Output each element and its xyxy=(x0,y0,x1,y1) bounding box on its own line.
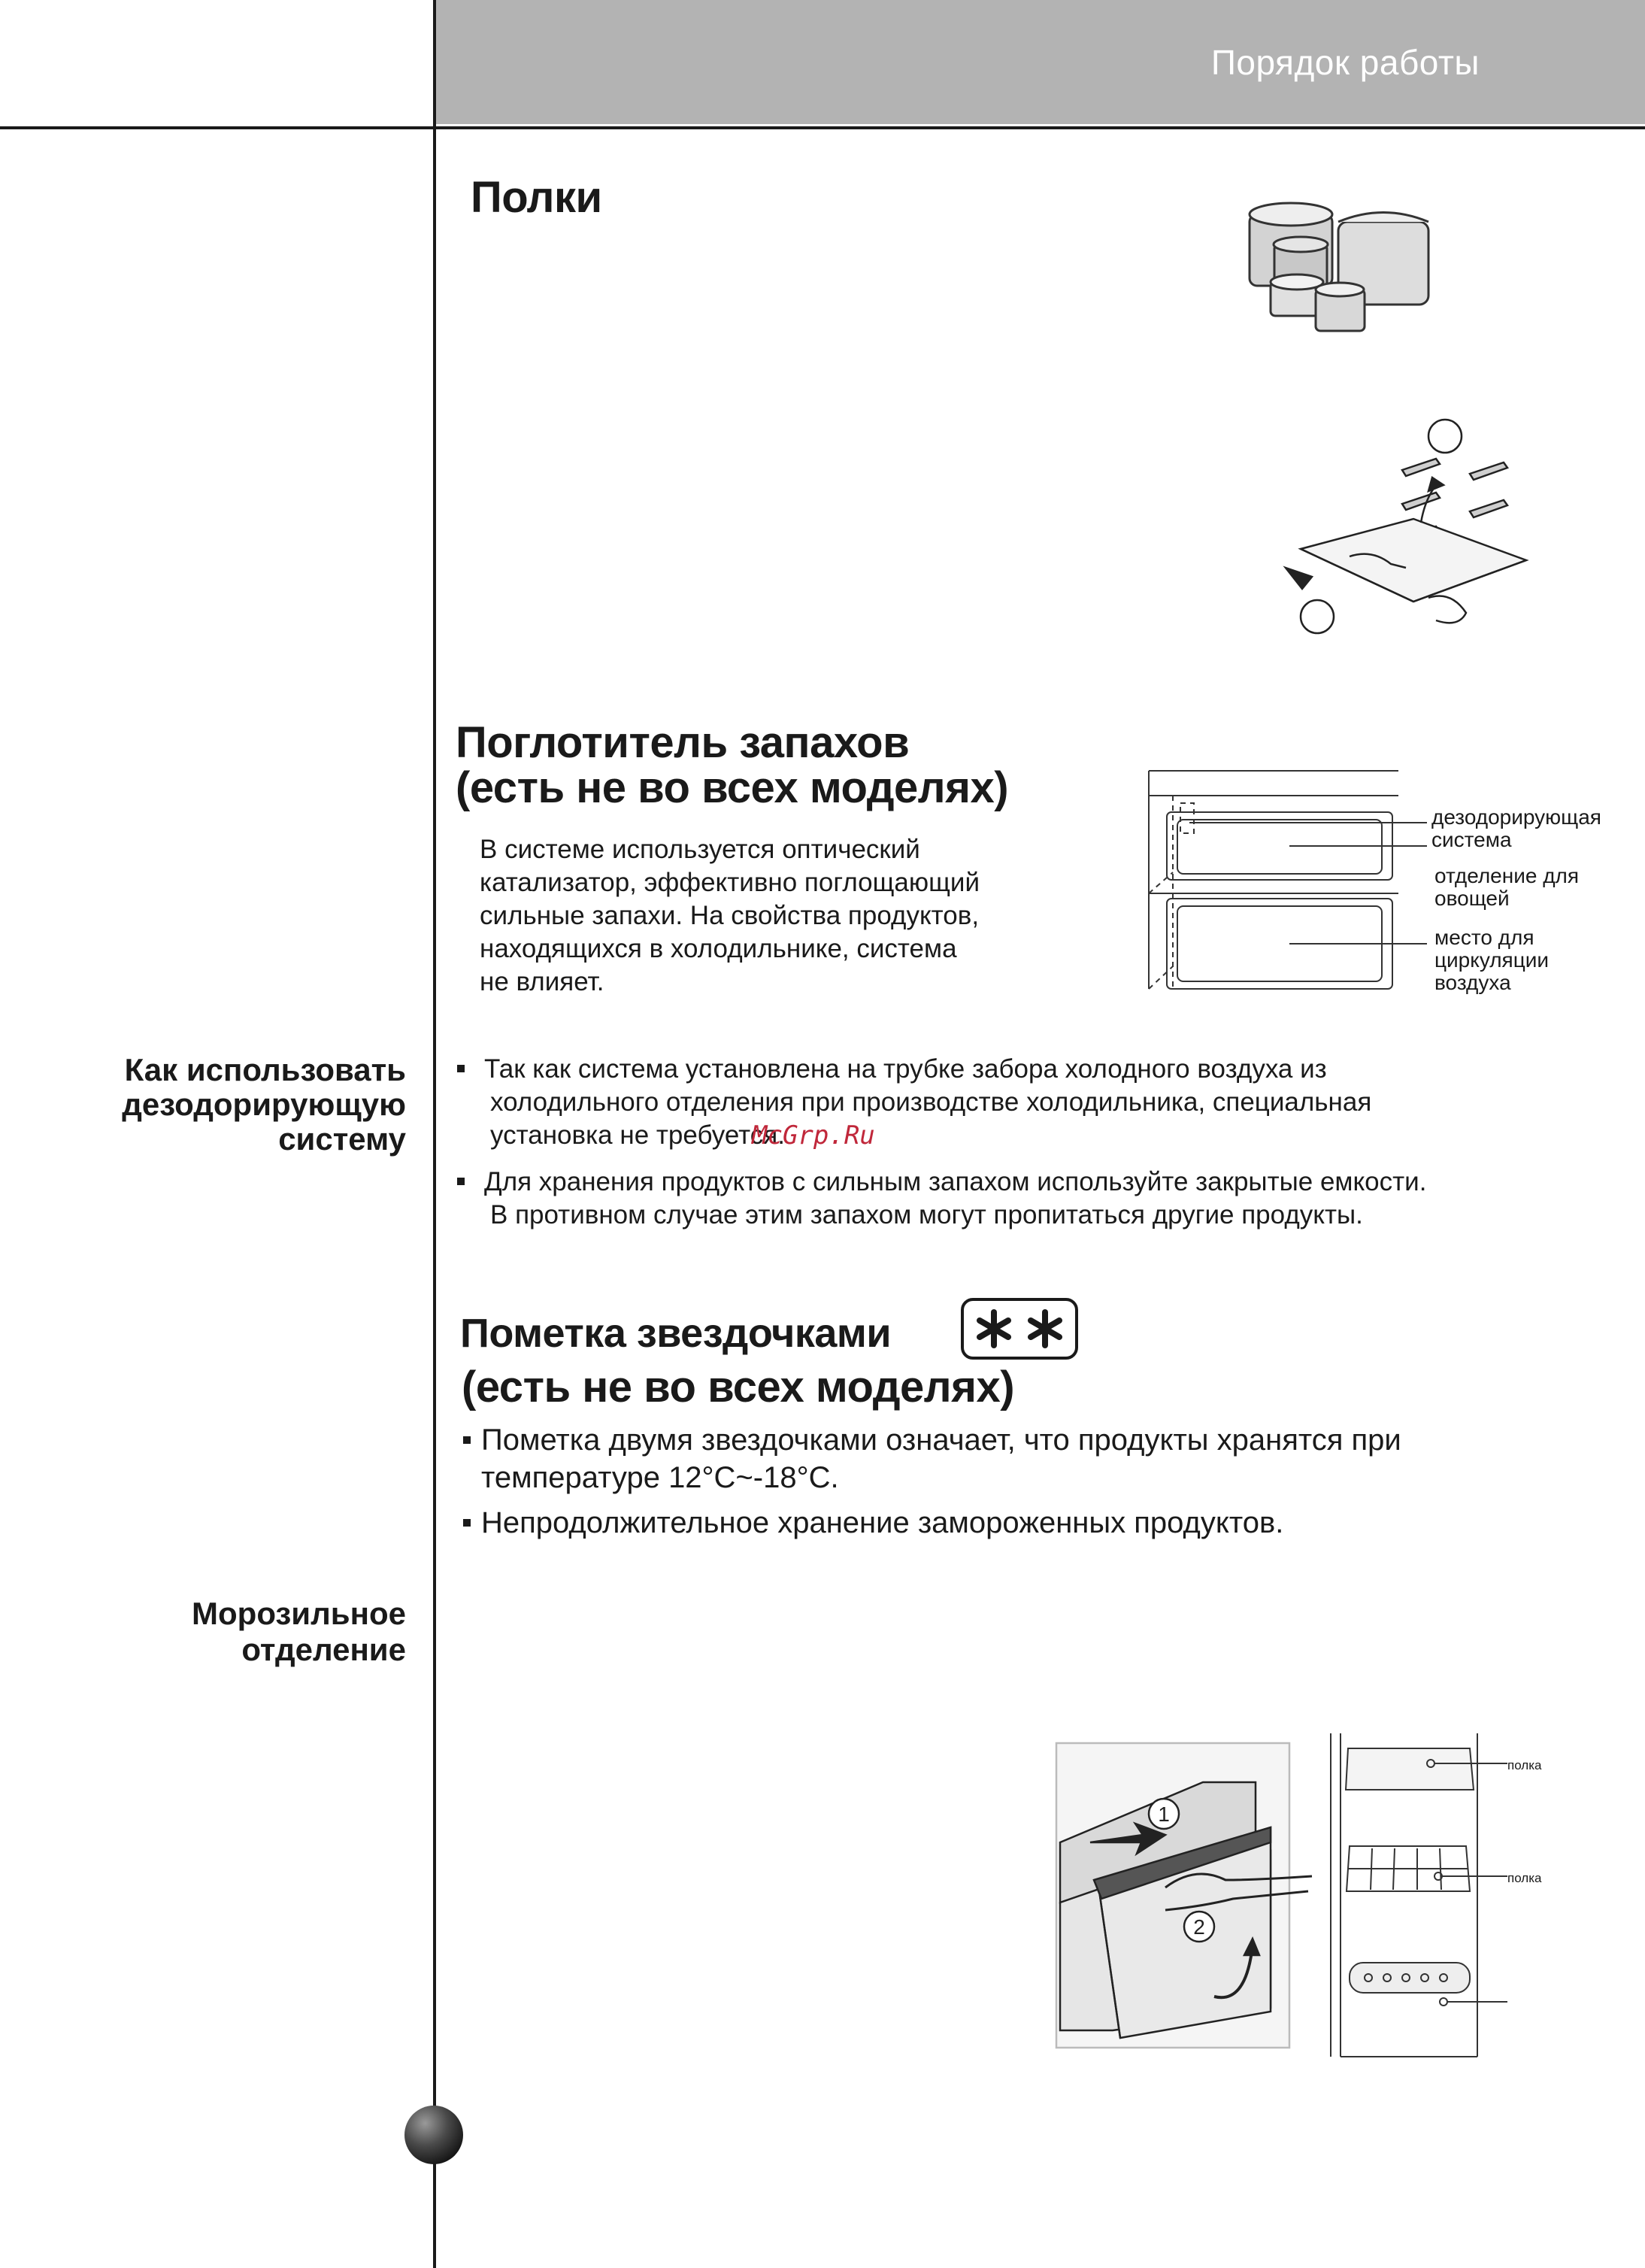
freezer-shelves-illustration xyxy=(1327,1730,1507,2060)
containers-illustration xyxy=(1241,192,1444,342)
howto-side-title-line: дезодорирующую xyxy=(122,1087,406,1122)
label-deodorizer-line: система xyxy=(1431,828,1512,851)
odor-description-line: не влияет. xyxy=(480,967,604,996)
odor-description xyxy=(480,833,980,999)
stars-bullet-2-line: Непродолжительное хранение замороженных продуктов. xyxy=(481,1506,1284,1539)
label-vegetables xyxy=(1434,865,1579,910)
margin-divider xyxy=(433,0,436,2268)
odor-description-line: находящихся в холодильнике, система xyxy=(480,934,957,963)
bullet-marker xyxy=(457,1178,465,1185)
shelf-removal-illustration xyxy=(1278,417,1534,658)
odor-title-line1: Поглотитель запахов xyxy=(456,718,910,767)
howto-side-title xyxy=(122,1053,406,1157)
stars-bullet-1-line: Пометка двумя звездочками означает, что продукты хранятся при xyxy=(481,1424,1401,1457)
label-air xyxy=(1434,926,1549,994)
odor-title-line2: (есть не во всех моделях) xyxy=(456,763,1009,812)
label-deodorizer-line: дезодорирующая xyxy=(1431,805,1601,829)
freezer-side-title-line: Морозильное xyxy=(192,1596,406,1631)
step-2-marker xyxy=(1301,600,1334,633)
label-air-line: циркуляции xyxy=(1434,948,1550,972)
howto-bullet-1-line: холодильного отделения при производстве холодильника, специальная xyxy=(490,1087,1372,1117)
header-divider xyxy=(0,126,1645,129)
odor-description-line: В системе используется оптический xyxy=(480,835,920,864)
label-air-line: воздуха xyxy=(1434,971,1511,994)
freezer-side-title-line: отделение xyxy=(241,1632,406,1667)
howto-bullet-1-line: установка не требуется. xyxy=(490,1120,785,1150)
two-star-icon xyxy=(960,1297,1079,1360)
step-2-label: 2 xyxy=(1193,1915,1205,1939)
howto-side-title-line: Как использовать xyxy=(124,1052,406,1087)
shelves-title: Полки xyxy=(471,173,602,222)
page-marker-ball xyxy=(404,2106,463,2164)
odor-description-line: катализатор, эффективно поглощающий xyxy=(480,868,980,897)
howto-side-title-line: систему xyxy=(278,1121,406,1157)
watermark: McGrp.Ru xyxy=(752,1120,875,1151)
header-title: Порядок работы xyxy=(1210,43,1480,82)
label-vegetables-line: овощей xyxy=(1434,887,1510,910)
freezer-side-title xyxy=(192,1596,406,1668)
stars-title-line1: Пометка звездочками xyxy=(460,1311,892,1356)
label-vegetables-line: отделение для xyxy=(1434,864,1580,887)
howto-bullet-2-line: В противном случае этим запахом могут пропитаться другие продукты. xyxy=(490,1200,1363,1230)
stars-bullet-1-line: температуре 12°C~-18°C. xyxy=(481,1461,839,1494)
label-air-line: место для xyxy=(1434,926,1534,949)
howto-bullet-2-line: Для хранения продуктов с сильным запахом используйте закрытые емкости. xyxy=(484,1167,1427,1196)
label-deodorizer xyxy=(1431,806,1601,851)
bullet-marker xyxy=(463,1436,471,1444)
label-shelf-mid: полка xyxy=(1507,1871,1542,1885)
bullet-marker xyxy=(463,1519,471,1527)
deodorizer-diagram xyxy=(1128,760,1444,1015)
odor-description-line: сильные запахи. На свойства продуктов, xyxy=(480,901,980,930)
howto-bullet-1-line: Так как система установлена на трубке забора холодного воздуха из xyxy=(484,1054,1327,1084)
step-1-label: 1 xyxy=(1158,1803,1170,1826)
step-1-marker xyxy=(1428,420,1462,453)
stars-title-line2: (есть не во всех моделях) xyxy=(462,1363,1015,1411)
freezer-drawer-illustration xyxy=(1053,1730,1316,2060)
label-shelf-top: полка xyxy=(1507,1758,1542,1772)
bullet-marker xyxy=(457,1065,465,1072)
